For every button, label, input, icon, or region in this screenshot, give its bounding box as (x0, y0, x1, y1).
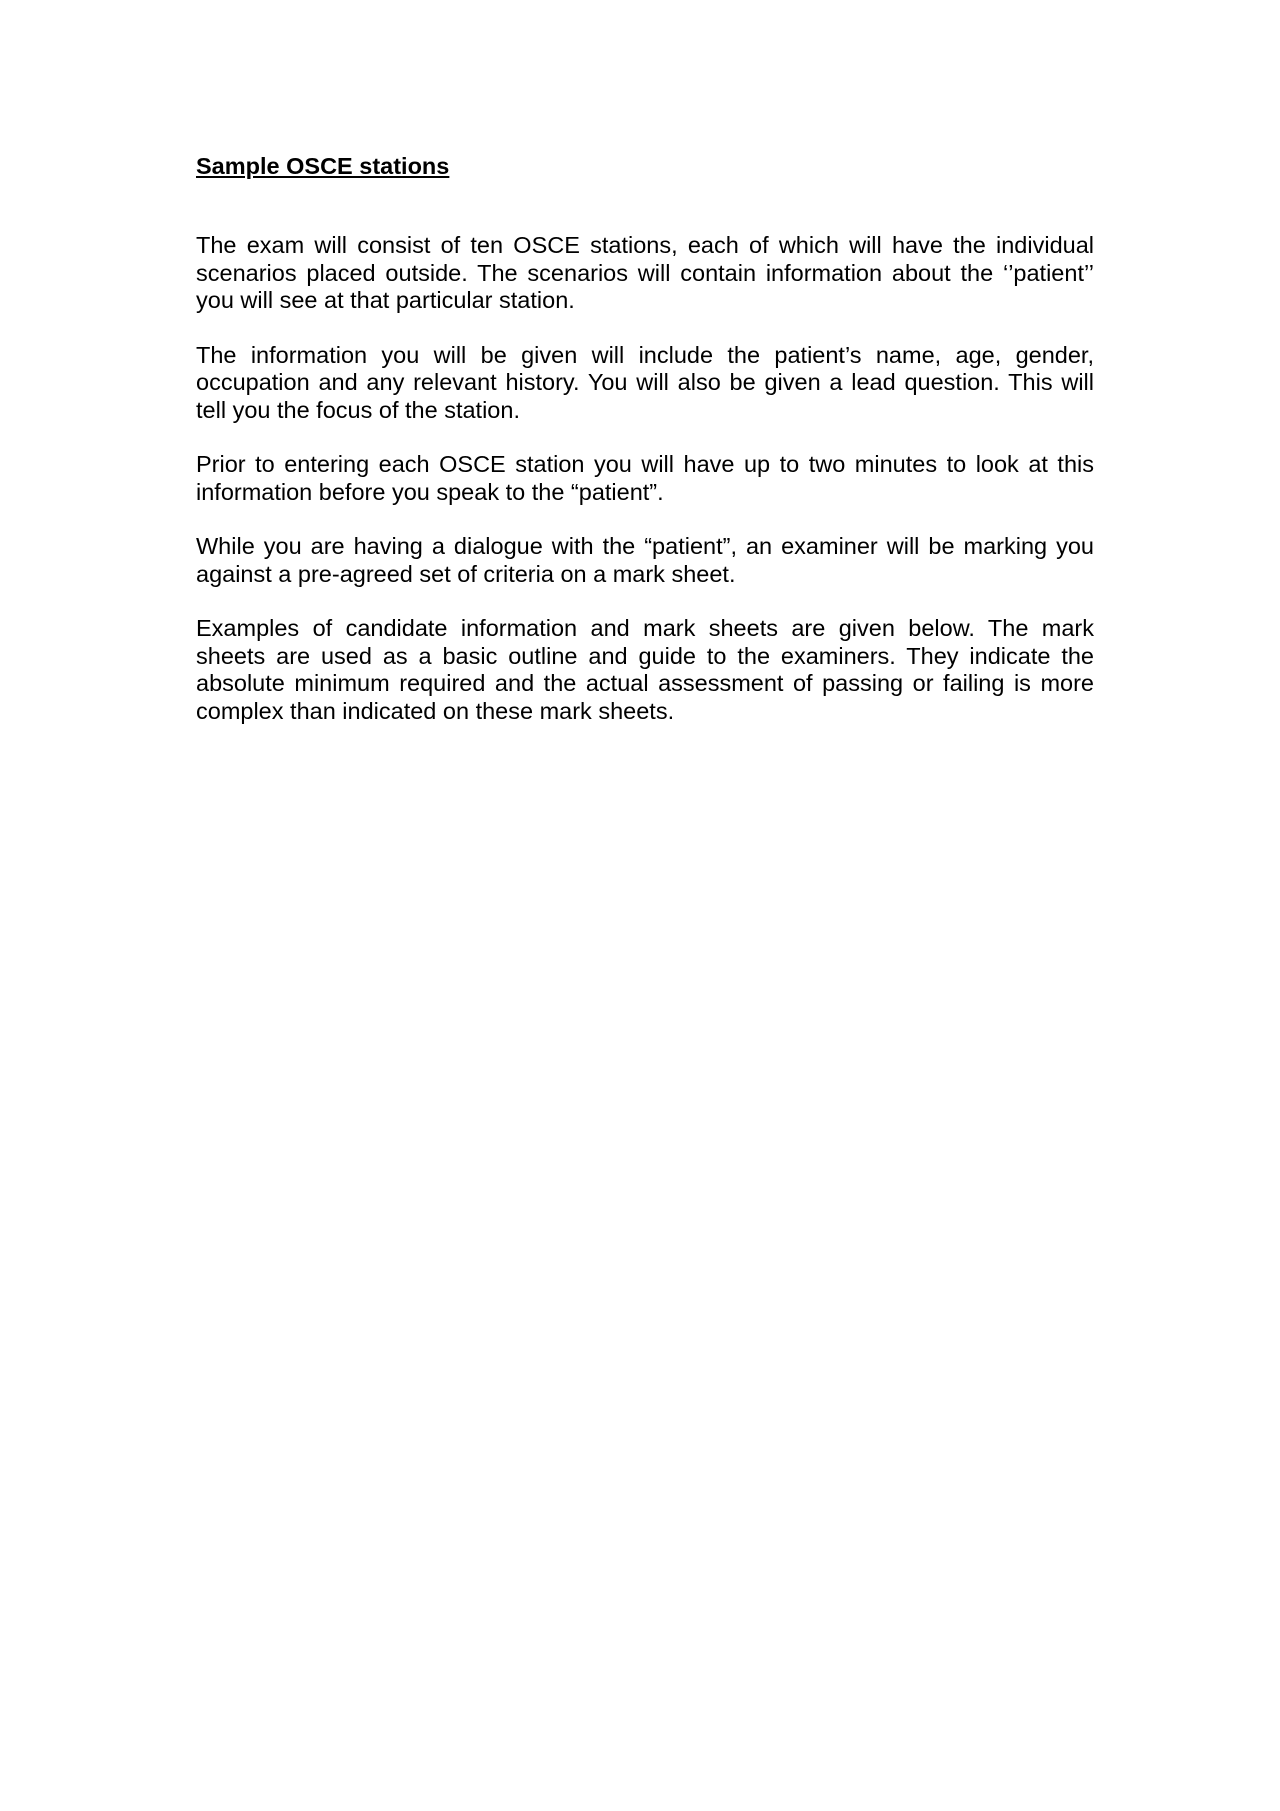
document-body (196, 152, 1094, 725)
page-title: Sample OSCE stations (196, 153, 450, 179)
paragraph-examiner-marking: While you are having a dialogue with the “patient”, an examiner will be marking you against a pre-agreed set of criteria on a mark sheet. (196, 533, 1094, 587)
paragraph-preparation-time: Prior to entering each OSCE station you will have up to two minutes to look at this information before you speak to the “patient”. (196, 451, 1094, 505)
paragraph-exam-structure: The exam will consist of ten OSCE stations, each of which will have the individual scenarios placed outside. The scenarios will contain information about the ‘’patient’’ you will see at that particular station. (196, 232, 1094, 313)
paragraph-mark-sheets: Examples of candidate information and mark sheets are given below. The mark sheets are used as a basic outline and guide to the examiners. They indicate the absolute minimum required and the actual assessment of passing or failing is more complex than indicated on these mark sheets. (196, 615, 1094, 724)
paragraph-information-given: The information you will be given will include the patient’s name, age, gender, occupation and any relevant history. You will also be given a lead question. This will tell you the focus of the station. (196, 341, 1094, 423)
